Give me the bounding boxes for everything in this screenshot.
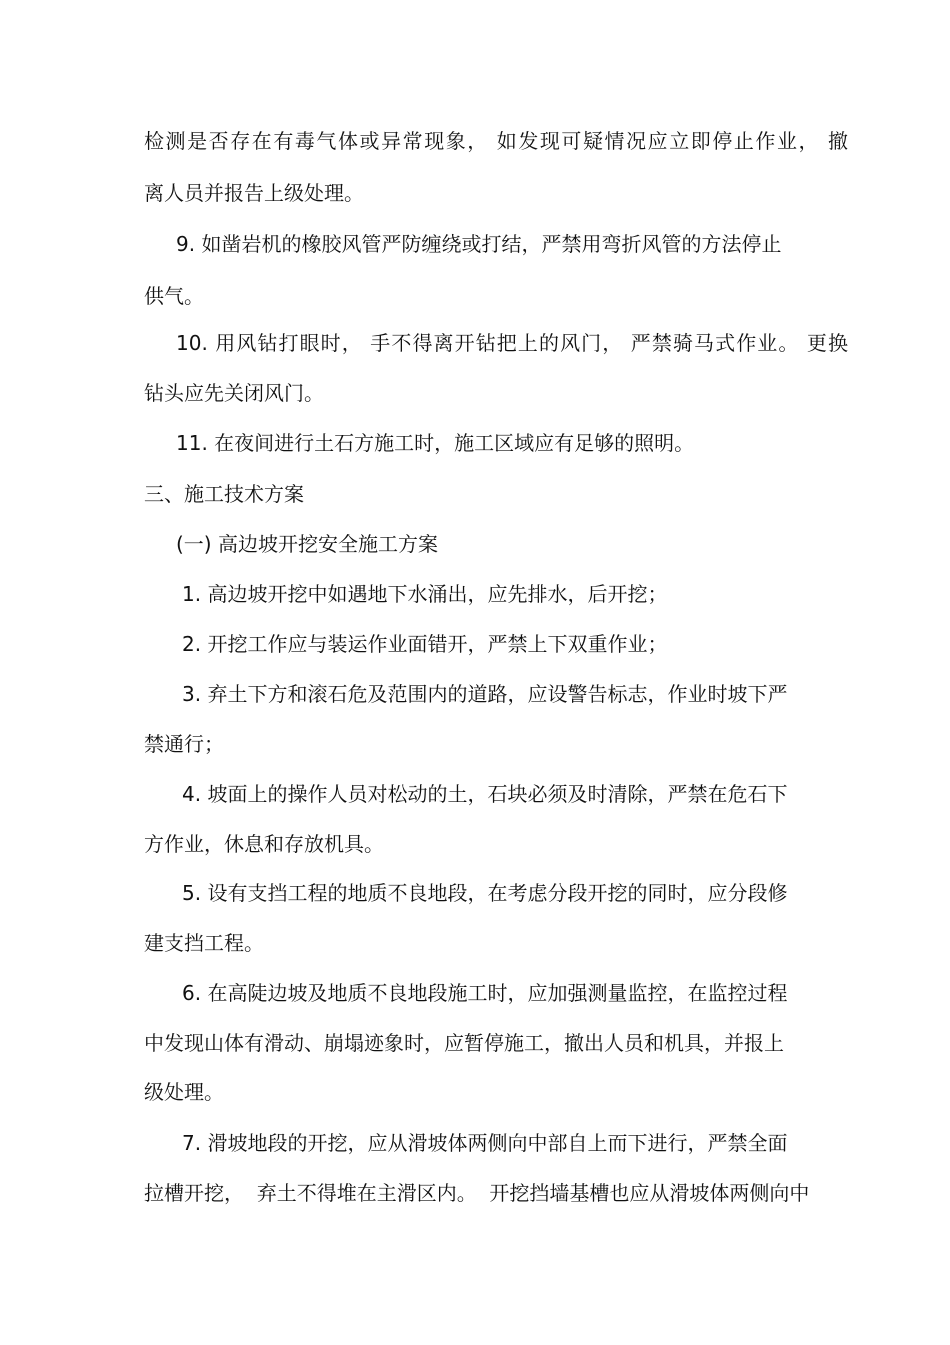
text-line: 中发现山体有滑动、崩塌迹象时，应暂停施工，撤出人员和机具，并报上 [144, 1031, 784, 1055]
list-item: 5. 设有支挡工程的地质不良地段，在考虑分段开挖的同时，应分段修 [182, 881, 788, 905]
list-item: 1. 高边坡开挖中如遇地下水涌出，应先排水，后开挖； [182, 582, 668, 606]
text-line: 9. 如凿岩机的橡胶风管严防缠绕或打结，严禁用弯折风管的方法停止 [176, 232, 782, 256]
list-item: 7. 滑坡地段的开挖，应从滑坡体两侧向中部自上而下进行，严禁全面 [182, 1131, 788, 1155]
text-line: 钻头应先关闭风门。 [144, 381, 324, 405]
text-line: 建支挡工程。 [144, 931, 264, 955]
subsection-heading: (一) 高边坡开挖安全施工方案 [176, 532, 438, 556]
section-heading: 三、施工技术方案 [144, 482, 304, 506]
list-item: 6. 在高陡边坡及地质不良地段施工时，应加强测量监控，在监控过程 [182, 981, 788, 1005]
text-line: 10. 用风钻打眼时， 手不得离开钻把上的风门， 严禁骑马式作业。 更换 [176, 331, 848, 355]
text-line: 方作业，休息和存放机具。 [144, 832, 384, 856]
text-line: 检测是否存在有毒气体或异常现象， 如发现可疑情况应立即停止作业， 撤 [144, 129, 848, 153]
text-line: 供气。 [144, 284, 204, 308]
list-item: 4. 坡面上的操作人员对松动的土，石块必须及时清除，严禁在危石下 [182, 782, 788, 806]
text-line: 离人员并报告上级处理。 [144, 181, 364, 205]
text-line: 11. 在夜间进行土石方施工时，施工区域应有足够的照明。 [176, 431, 695, 455]
text-line: 级处理。 [144, 1080, 224, 1104]
text-line: 禁通行； [144, 732, 224, 756]
list-item: 3. 弃土下方和滚石危及范围内的道路，应设警告标志，作业时坡下严 [182, 682, 788, 706]
list-item: 2. 开挖工作应与装运作业面错开，严禁上下双重作业； [182, 632, 668, 656]
text-line: 拉槽开挖， 弃土不得堆在主滑区内。 开挖挡墙基槽也应从滑坡体两侧向中 [144, 1181, 810, 1205]
